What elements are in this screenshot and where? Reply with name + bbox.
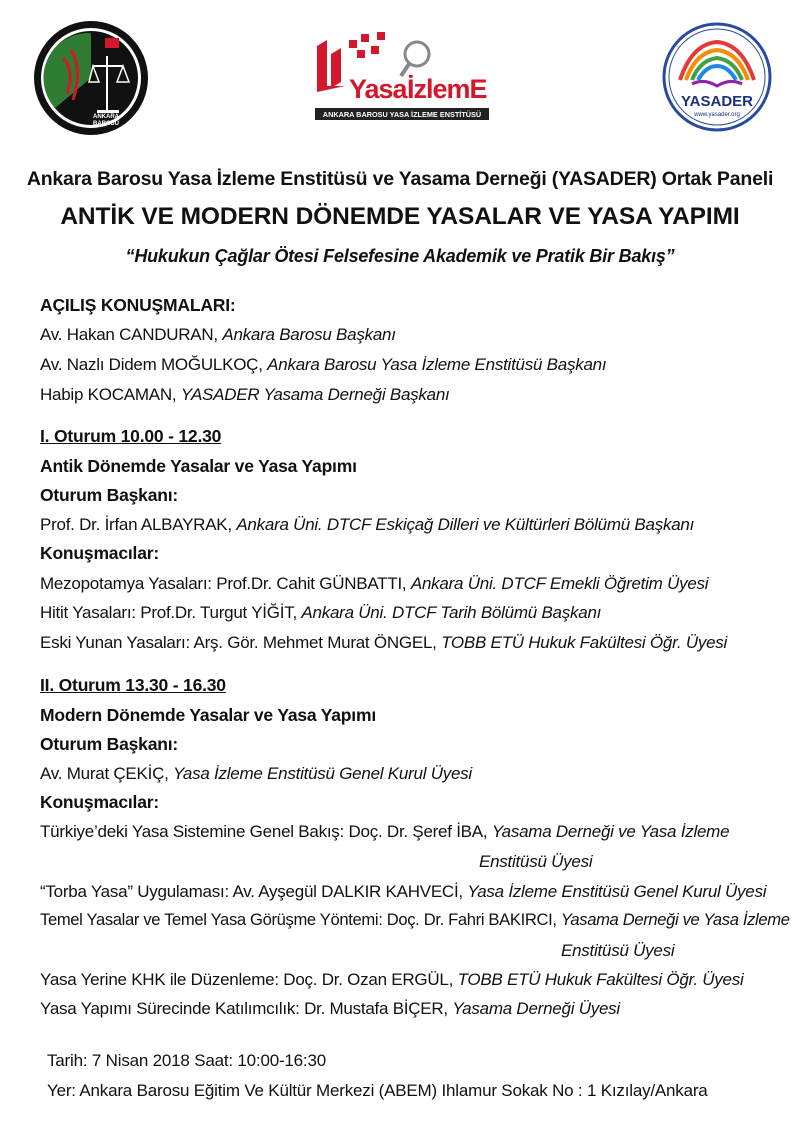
session1-speaker: Hitit Yasaları: Prof.Dr. Turgut YİĞİT, Ankara Üni. DTCF Tarih Bölümü Başkanı bbox=[40, 603, 602, 622]
opening-speaker: Av. Hakan CANDURAN, Ankara Barosu Başkanı bbox=[40, 325, 396, 344]
opening-heading: AÇILIŞ KONUŞMALARI: bbox=[40, 295, 236, 315]
logo-mid-brand-a: Yasa bbox=[349, 74, 407, 104]
session1-chair: Prof. Dr. İrfan ALBAYRAK, Ankara Üni. DTCF Eskiçağ Dilleri ve Kültürleri Bölümü Başkanı bbox=[40, 515, 695, 534]
session2-speaker: Yasa Yapımı Sürecinde Katılımcılık: Dr. Mustafa BİÇER, Yasama Derneği Üyesi bbox=[40, 999, 620, 1018]
logo-bar bbox=[0, 0, 800, 150]
session2-speaker: Türkiye’deki Yasa Sistemine Genel Bakış: Doç. Dr. Şeref İBA, Yasama Derneği ve Yasa İzleme bbox=[40, 822, 730, 841]
session2-speaker: Temel Yasalar ve Temel Yasa Görüşme Yöntemi: Doç. Dr. Fahri BAKIRCI, Yasama Derneği ve Yasa İzleme bbox=[40, 910, 790, 929]
logo-mid-brand-b: İzlemE bbox=[407, 74, 487, 104]
header-line1: Ankara Barosu Yasa İzleme Enstitüsü ve Yasama Derneği (YASADER) Ortak Paneli bbox=[26, 168, 774, 190]
session1-speaker: Mezopotamya Yasaları: Prof.Dr. Cahit GÜNBATTI, Ankara Üni. DTCF Emekli Öğretim Üyesi bbox=[40, 574, 709, 593]
session2-chair: Av. Murat ÇEKİÇ, Yasa İzleme Enstitüsü Genel Kurul Üyesi bbox=[40, 764, 472, 783]
event-place: Yer: Ankara Barosu Eğitim Ve Kültür Merkezi (ABEM) Ihlamur Sokak No : 1 Kızılay/Ankara bbox=[47, 1081, 708, 1100]
logo-right-url: www.yasader.org bbox=[694, 112, 740, 118]
yasa-izleme-logo bbox=[305, 26, 495, 126]
session1-chair-label: Oturum Başkanı: bbox=[40, 485, 178, 505]
session1-topic: Antik Dönemde Yasalar ve Yasa Yapımı bbox=[40, 456, 357, 476]
session2-heading: II. Oturum 13.30 - 16.30 bbox=[40, 675, 226, 695]
session1-heading: I. Oturum 10.00 - 12.30 bbox=[40, 426, 222, 446]
page-title: ANTİK VE MODERN DÖNEMDE YASALAR VE YASA YAPIMI bbox=[60, 203, 740, 230]
logo-mid-subtitle: ANKARA BAROSU YASA İZLEME ENSTİTÜSÜ bbox=[322, 110, 482, 119]
logo-right-name: YASADER bbox=[681, 93, 753, 110]
session2-speaker: Yasa Yerine KHK ile Düzenleme: Doç. Dr. Ozan ERGÜL, TOBB ETÜ Hukuk Fakültesi Öğr. Üyesi bbox=[40, 970, 744, 989]
opening-speaker: Av. Nazlı Didem MOĞULKOÇ, Ankara Barosu Yasa İzleme Enstitüsü Başkanı bbox=[40, 355, 607, 374]
opening-speaker: Habip KOCAMAN, YASADER Yasama Derneği Başkanı bbox=[40, 385, 450, 404]
yasader-logo bbox=[662, 22, 772, 132]
session2-topic: Modern Dönemde Yasalar ve Yasa Yapımı bbox=[40, 705, 376, 725]
session2-speakers-label: Konuşmacılar: bbox=[40, 792, 159, 812]
session1-speaker: Eski Yunan Yasaları: Arş. Gör. Mehmet Murat ÖNGEL, TOBB ETÜ Hukuk Fakültesi Öğr. Üyesi bbox=[40, 633, 728, 652]
event-date: Tarih: 7 Nisan 2018 Saat: 10:00-16:30 bbox=[47, 1051, 326, 1070]
session2-speaker-role-continued: Enstitüsü Üyesi bbox=[479, 852, 593, 871]
page-subtitle: “Hukukun Çağlar Ötesi Felsefesine Akademik ve Pratik Bir Bakış” bbox=[125, 246, 675, 266]
logo-left-text-top: ANKARA bbox=[93, 114, 119, 120]
ankara-barosu-logo bbox=[33, 20, 149, 136]
session2-chair-label: Oturum Başkanı: bbox=[40, 734, 178, 754]
session2-speaker: “Torba Yasa” Uygulaması: Av. Ayşegül DALKIR KAHVECİ, Yasa İzleme Enstitüsü Genel Kurul Üyesi bbox=[40, 882, 767, 901]
session2-speaker-role-continued: Enstitüsü Üyesi bbox=[561, 941, 675, 960]
logo-left-text-bottom: BAROSU bbox=[93, 121, 120, 127]
session1-speakers-label: Konuşmacılar: bbox=[40, 543, 159, 563]
